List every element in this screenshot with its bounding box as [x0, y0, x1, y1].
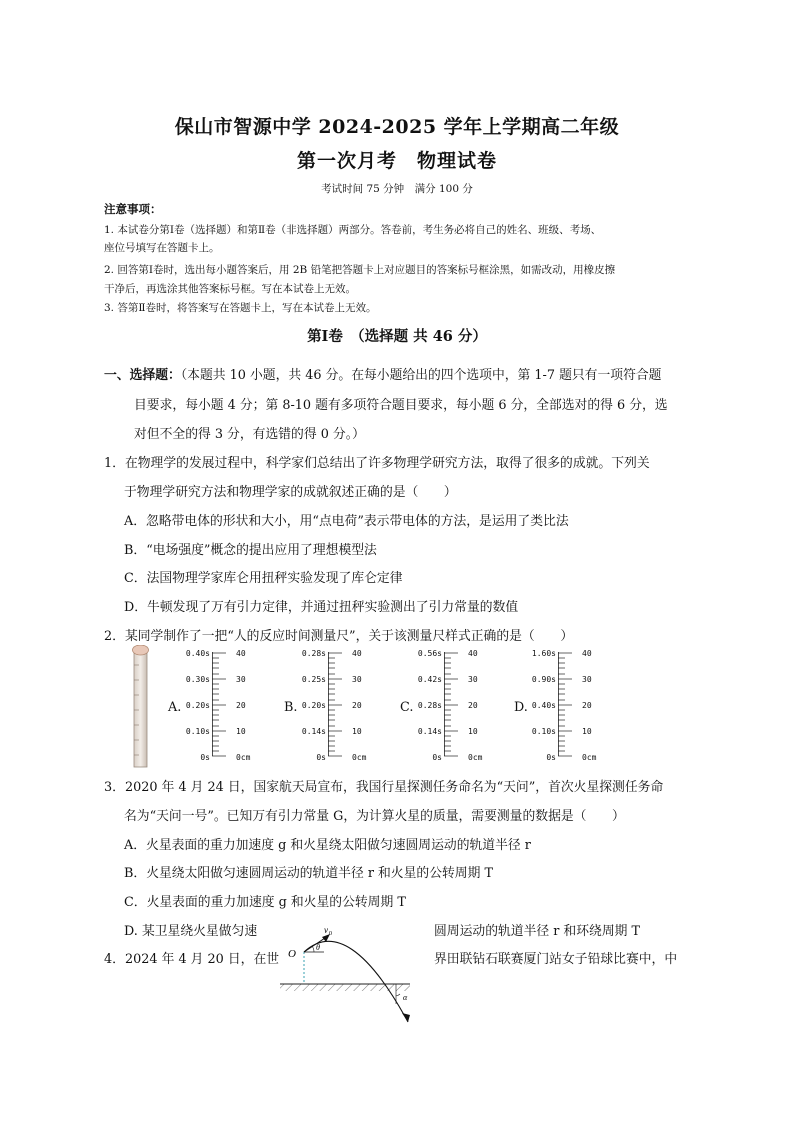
q2-option-a-letter: A.: [168, 700, 182, 715]
time-label: 0.14s: [417, 727, 442, 736]
cm-label: 20: [236, 701, 246, 710]
q3-option-d-left: D. 某卫星绕火星做匀速: [124, 924, 258, 939]
cm-label: 20: [468, 701, 478, 710]
time-label: 0.40s: [531, 701, 556, 710]
velocity-subscript: 0: [329, 931, 332, 937]
ruler-photo-illustration: [128, 645, 154, 769]
trajectory-arrow: [402, 1013, 410, 1022]
q1-option-d: D．牛顿发现了万有引力定律，并通过扭秤实验测出了引力常量的数值: [124, 600, 519, 615]
q3-option-b: B．火星绕太阳做匀速圆周运动的轨道半径 r 和火星的公转周期 T: [124, 866, 493, 881]
cm-label: 0cm: [468, 753, 483, 762]
time-label: 0s: [316, 753, 326, 762]
part-description: [104, 364, 661, 383]
launch-angle-label: θ: [316, 943, 320, 952]
time-label: 0.10s: [185, 727, 210, 736]
cm-label: 30: [582, 675, 592, 684]
ground-hatch: [280, 984, 410, 991]
launch-angle-arc: [312, 946, 314, 952]
projectile-diagram: [278, 922, 428, 1028]
part-desc-line-2: 目要求，每小题 4 分；第 8-10 题有多项符合题目要求，每小题 6 分，全部选对的得 6 分，选: [134, 398, 668, 413]
q2-stem: 2．某同学制作了一把“人的反应时间测量尺”，关于该测量尺样式正确的是（ ）: [104, 629, 574, 644]
notice-line-5: 3. 答第Ⅱ卷时，将答案写在答题卡上，写在本试卷上无效。: [104, 302, 377, 314]
q2-ruler-d: [531, 646, 614, 770]
time-label: 0s: [546, 753, 556, 762]
notice-line-1: 1. 本试卷分第Ⅰ卷（选择题）和第Ⅱ卷（非选择题）两部分。答卷前，考生务必将自己的姓名、班级、考场、: [104, 224, 602, 236]
q2-ruler-b: [301, 646, 384, 770]
time-label: 0.28s: [417, 701, 442, 710]
cm-label: 10: [236, 727, 246, 736]
cm-label: 0cm: [582, 753, 597, 762]
q2-ruler-a: [185, 646, 268, 770]
part-desc-line-1: （本题共 10 小题，共 46 分。在每小题给出的四个选项中，第 1-7 题只有一项符合题: [180, 368, 662, 383]
cm-label: 0cm: [236, 753, 251, 762]
impact-angle-arc: [396, 994, 400, 996]
cm-label: 20: [582, 701, 592, 710]
time-label: 0s: [432, 753, 442, 762]
exam-title-line1: 保山市智源中学 2024-2025 学年上学期高二年级: [174, 116, 620, 138]
time-label: 0s: [200, 753, 210, 762]
time-label: 0.14s: [301, 727, 326, 736]
cm-label: 0cm: [352, 753, 367, 762]
q2-option-d-letter: D.: [514, 700, 528, 715]
cm-label: 10: [582, 727, 592, 736]
q1-stem-line-2: 于物理学研究方法和物理学家的成就叙述正确的是（ ）: [124, 485, 457, 500]
time-label: 0.20s: [301, 701, 326, 710]
time-label: 0.30s: [185, 675, 210, 684]
q4-stem-left: 4．2024 年 4 月 20 日，在世: [104, 952, 280, 967]
time-label: 1.60s: [531, 649, 556, 658]
cm-label: 40: [468, 649, 478, 658]
cm-label: 30: [468, 675, 478, 684]
cm-label: 30: [236, 675, 246, 684]
ruler-scale-ticks: [558, 652, 574, 758]
time-label: 0.28s: [301, 649, 326, 658]
q3-stem-line-1: 3．2020 年 4 月 24 日，国家航天局宣布，我国行星探测任务命名为“天问”，首次火星探测任务命: [104, 780, 664, 795]
time-label: 0.20s: [185, 701, 210, 710]
q2-ruler-c: [417, 646, 500, 770]
cm-label: 10: [468, 727, 478, 736]
q4-stem-right: 界田联钻石联赛厦门站女子铅球比赛中，中: [434, 952, 678, 967]
ruler-scale-ticks: [328, 652, 344, 758]
ruler-scale-ticks: [444, 652, 460, 758]
time-label: 0.42s: [417, 675, 442, 684]
cm-label: 40: [236, 649, 246, 658]
q3-option-a: A．火星表面的重力加速度 g 和火星绕太阳做匀速圆周运动的轨道半径 r: [124, 838, 531, 853]
time-label: 0.56s: [417, 649, 442, 658]
q3-option-c: C．火星表面的重力加速度 g 和火星的公转周期 T: [124, 895, 406, 910]
time-label: 0.40s: [185, 649, 210, 658]
cm-label: 40: [352, 649, 362, 658]
part-label: 一、选择题：: [104, 368, 181, 383]
q1-option-c: C．法国物理学家库仑用扭秤实验发现了库仑定律: [124, 571, 403, 586]
notice-heading: 注意事项：: [104, 202, 162, 216]
q3-stem-line-2: 名为“天问一号”。已知万有引力常量 G，为计算火星的质量，需要测量的数据是（ ）: [124, 809, 625, 824]
q1-option-a: A．忽略带电体的形状和大小，用“点电荷”表示带电体的方法，是运用了类比法: [124, 514, 569, 529]
q3-option-d-right: 圆周运动的轨道半径 r 和环绕周期 T: [434, 924, 641, 939]
cm-label: 20: [352, 701, 362, 710]
notice-line-3: 2. 回答第Ⅰ卷时，选出每小题答案后，用 2B 铅笔把答题卡上对应题目的答案标号框涂黑，如需改动，用橡皮擦: [104, 264, 616, 276]
time-label: 0.10s: [531, 727, 556, 736]
cm-label: 40: [582, 649, 592, 658]
exam-title-line2: 第一次月考 物理试卷: [296, 150, 497, 172]
q2-option-c-letter: C.: [400, 700, 414, 715]
velocity-label: v: [324, 925, 328, 935]
q2-option-b-letter: B.: [284, 700, 298, 715]
q1-option-b: B．“电场强度”概念的提出应用了理想模型法: [124, 543, 377, 558]
cm-label: 30: [352, 675, 362, 684]
notice-line-4: 干净后，再选涂其他答案标号框。写在本试卷上无效。: [104, 283, 356, 295]
time-label: 0.90s: [531, 675, 556, 684]
impact-angle-label: α: [403, 993, 408, 1002]
ruler-scale-ticks: [212, 652, 228, 758]
exam-info: 考试时间 75 分钟 满分 100 分: [321, 183, 473, 195]
cm-label: 10: [352, 727, 362, 736]
trajectory-curve: [304, 941, 408, 1022]
time-label: 0.25s: [301, 675, 326, 684]
q1-stem-line-1: 1．在物理学的发展过程中，科学家们总结出了许多物理学研究方法，取得了很多的成就。下列关: [104, 456, 650, 471]
section-title: 第Ⅰ卷 （选择题 共 46 分）: [307, 328, 487, 345]
part-desc-line-3: 对但不全的得 3 分，有选错的得 0 分。）: [134, 427, 365, 442]
origin-label: O: [288, 948, 296, 960]
notice-line-2: 座位号填写在答题卡上。: [104, 242, 220, 254]
